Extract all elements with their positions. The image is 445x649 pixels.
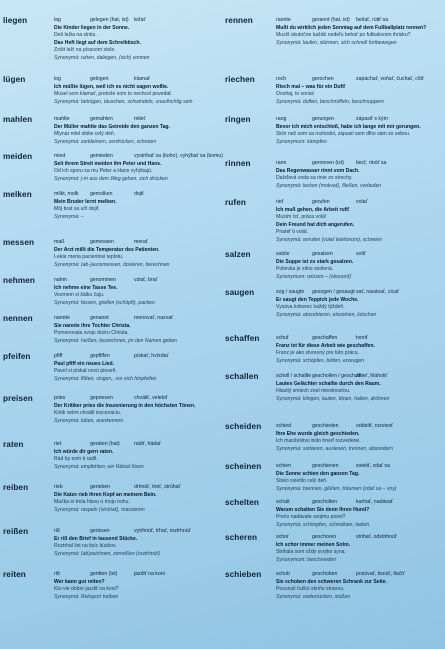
synonyms: Synonymum: kämpfen [276,138,327,145]
slovak-translation: Lekár meria pacientovi teplotu. [54,254,124,261]
verb-forms [276,534,441,542]
slovak-translation: Priateľ ti volal. [276,229,309,236]
participle: genommen [90,277,116,283]
german-example: Die Kinder liegen in der Sonne. [54,24,130,31]
translation: volať [356,199,368,205]
slovak-translation: Prečo nadávate svojmu psovi? [276,514,346,521]
verb-forms [54,528,219,536]
slovak-translation: Hlasitý smiech znel miestnosťou. [276,388,351,395]
preterite: rang [276,116,287,122]
preterite: mied [54,153,66,159]
translation: zápasiť s kým [356,116,388,122]
german-example: Der Kritiker pries die Inszenierung in den höchsten Tönen. [54,402,196,409]
slovak-translation: Strihala som vždy svojho syna. [276,549,346,556]
preterite: sog / saugte [276,289,305,295]
translation: klamať [134,76,150,82]
verb-forms [276,251,441,259]
entry-body [276,571,441,601]
german-example: Wer kann gut reiten? [54,578,105,585]
translation: soliť [356,251,366,257]
participle: gerannt (hat, ist) [312,17,350,23]
slovak-translation: Ich manželstvo bolo hneď rozvedené. [276,438,361,445]
verb-forms [276,160,441,168]
translation: tiecť, rinúť sa [356,160,387,166]
participle: geschollen / geschallt [312,373,362,379]
participle: geschoren [312,534,337,540]
verb-forms [54,191,219,199]
german-example: Bevor ich mich entschloß, habe ich lange mit mir gerungen. [276,123,421,130]
slovak-translation: Ovoňaj, to vonia! [276,91,315,98]
translation: posúvať, tisnúť, tlačiť [356,571,405,577]
headword: salzen [225,250,251,259]
slovak-translation: Kto vie dobre jazdiť na koni? [54,586,119,593]
translation: mlieť [134,116,146,122]
participle: geschoben [312,571,338,577]
participle: geschieden [312,423,339,429]
synonyms: Synonymum: würzen – (okoreniť) [276,273,352,280]
headword: messen [3,238,35,247]
verb-forms [54,484,219,492]
translation: vytrhnúť, trhať, roztrhnúť [134,528,191,534]
german-example: Mein Bruder lernt melken. [54,198,117,205]
entry-body [276,335,441,365]
preterite: riß [54,528,61,534]
german-example: Riech mal – was für ein Duft! [276,83,346,90]
preterite: schor [276,534,289,540]
german-example: Seit ihrem Streit meiden ihn Peter und Hans. [54,160,162,167]
entry-body [54,153,223,183]
preterite: mahlte [54,116,70,122]
headword: reißen [3,527,29,536]
slovak-translation: Pomenovala svoju dcéru Christa. [54,330,129,337]
headword: nennen [3,314,33,323]
german-example: Das Heft liegt auf dem Schreibtisch. [54,39,141,46]
headword: saugen [225,288,255,297]
verb-forms [276,499,441,507]
preterite: riet [54,441,62,447]
synonyms: Synonymá: weiterrücken, stoßen [276,593,351,600]
entry-body [54,395,219,425]
entry-body [54,116,219,146]
german-example: Franz ist für diese Arbeit wie geschaffen. [276,342,375,349]
participle: gelogen [90,76,109,82]
synonyms: Synonymá: anrufen (volať telefonom), schreien [276,236,382,243]
german-example: Die Sonne schien den ganzen Tag. [276,470,360,477]
german-example: Lautes Gelächter schallte durch den Raum. [276,380,381,387]
german-example: Dein Freund hat dich angerufen. [276,221,355,228]
headword: reiten [3,570,26,579]
entry-body [276,199,441,245]
preterite: roch [276,76,287,82]
slovak-translation: Vezmem si šálku čaju. [54,292,105,299]
entry-body [276,534,441,564]
slovak-translation: Polievka je silno osolená. [276,266,334,273]
headword: pfeifen [3,352,31,361]
headword: rinnen [225,159,251,168]
translation: znieť, hlaholiť [356,373,388,379]
synonyms: Synonymum: beschneiden [276,556,337,563]
preterite: scholl / schallte [276,373,312,379]
verb-forms [54,441,219,449]
entry-body [276,17,441,47]
synonyms: Synonymá: duften, beschnüffeln, beschnuppern [276,98,384,105]
german-example: Der Arzt mißt die Temperatur des Patienten. [54,246,160,253]
preterite: salzte [276,251,290,257]
german-example: Ich schor immer meinen Sohn. [276,541,351,548]
entry-body [54,191,219,221]
entry-body [276,423,441,453]
slovak-translation: Musíš skutočne každú nedeľu behať po futbalovom ihrisku? [276,32,411,39]
german-example: Er saugt den Teppich jede Woche. [276,296,359,303]
entry-body [276,116,441,146]
preterite: log [54,76,61,82]
entry-body [54,571,219,601]
headword: lügen [3,75,26,84]
slovak-translation: Musím ísť, práca volá! [276,214,327,221]
translation: ležať [134,17,146,23]
german-example: Warum schalten Sie denn Ihren Hund? [276,506,370,513]
entry-body [276,373,441,403]
verb-forms [54,277,219,285]
translation: radiť, hádať [134,441,161,447]
participle: geschienen [312,463,339,469]
synonyms: Synonymá: loben, anerkennen [54,417,124,424]
slovak-translation: Zošit leží na písacom stole. [54,47,116,54]
participle: gerieben [90,484,111,490]
headword: rennen [225,16,253,25]
verb-forms [276,335,441,343]
slovak-translation: Kritik velmi chválil inscenáciu. [54,410,122,417]
synonyms: Synonymá: klingen, lauten, tönen, hallen, dröhnen [276,395,390,402]
synonyms: Synonymá: fassen, greifen (schöpft), packen [54,299,155,306]
slovak-translation: Franz je ako stvorený pre túto prácu. [276,350,359,357]
german-example: Paul pfiff ein neues Lied. [54,360,115,367]
german-example: Mußt du wirklich jeden Sonntag auf dem Fußballplatz rennen? [276,24,427,31]
synonyms: Synonymá: lecken (mokvať), fließen, verlaufen [276,182,382,189]
preterite: schuf [276,335,289,341]
headword: meiden [3,152,33,161]
slovak-translation: Dažďová voda sa rinie zo strechy. [276,175,353,182]
translation: bežať, rútiť sa [356,17,389,23]
synonyms: Synonymá: Reitsport treiben [54,593,119,600]
headword: scheinen [225,462,262,471]
slovak-translation: Musel som klamať, pretože som to nechcel povedať. [54,91,173,98]
entry-body [54,484,219,514]
slovak-translation: Pavol si pískal novú pieseň. [54,368,117,375]
slovak-translation: Môj brat sa učí dojiť. [54,206,101,213]
synonyms: Synonymá: (ab)zeichnen, zerreißen (roztrhnúť) [54,550,160,557]
preterite: rieb [54,484,63,490]
participle: geritten (ist) [90,571,118,577]
verb-forms [54,76,219,84]
entry-body [54,239,219,269]
synonyms: Synonymá: ruhen, daliegen, (sich) sonnen [54,54,150,61]
preterite: nahm [54,277,67,283]
entry-body [276,499,441,529]
participle: gerochen [312,76,334,82]
entry-body [276,160,441,190]
synonyms: Synonymá: (ab-)aussmessen, dosieren, berechnen [54,261,170,268]
verb-forms [276,373,441,381]
synonyms: Synonymá: flöten, singen,, vor sich hinpfeifen [54,375,157,382]
synonyms: Synonymá: j-m aus dem Weg gehen, sich drücken [54,175,168,182]
synonyms: Synonymá: absorbieren, einziehen, lutschen [276,311,377,318]
entry-body [276,251,441,281]
german-example: Die Suppe ist zu stark gesalzen. [276,258,354,265]
synonyms: Synonymá: zerkleinern, zerdrücken, schroten [54,138,157,145]
participle: gescholten [312,499,338,505]
translation: chváliť, velebiť [134,395,168,401]
slovak-translation: Posunuli ťažkú skriňu stranou. [276,586,345,593]
headword: schallen [225,372,259,381]
synonyms: Synonymá: sortieren, auslesen, trennen, absondern [276,445,393,452]
translation: pískať, hvízdať [134,353,169,359]
verb-forms [54,239,219,247]
headword: raten [3,440,24,449]
entry-body [54,17,219,63]
german-example: Er riß den Brief in tausend Stücke. [54,535,138,542]
slovak-translation: Od ich sporu sa mu Peter a Hans vyhýbajú. [54,168,153,175]
slovak-translation: Deti ležia na slnku. [54,32,97,39]
preterite: schob [276,571,290,577]
participle: geschaffen [312,335,338,341]
participle: gemahlen [90,116,113,122]
preterite: nannte [54,315,70,321]
german-example: Ich müßte lügen, weil ich es nicht sagen wollte. [54,83,169,90]
synonyms: Synonymá: laufen, stürmen, sich schnell fortbewegen [276,39,397,46]
translation: merať [134,239,148,245]
german-example: Sie nannte ihre Tochter Christa. [54,322,131,329]
synonyms: Synonymá: heißen, bezeichnen, jm den Namen geben [54,337,177,344]
german-example: Sie schoben den schweren Schrank zur Seite. [276,578,387,585]
synonyms: Synonymá: raspeln (strúhať), massieren [54,506,145,513]
entry-body [54,315,219,345]
participle: gepfiffen [90,353,110,359]
preterite: rief [276,199,284,205]
headword: schaffen [225,334,260,343]
preterite: maß [54,239,65,245]
preterite: pfiff [54,353,63,359]
verb-forms [54,116,219,124]
translation: strihať, odstrihnúť [356,534,397,540]
entry-body [276,76,441,106]
preterite: schien [276,463,291,469]
participle: gemieden [90,153,113,159]
slovak-translation: Rád by som ti radil. [54,456,98,463]
verb-forms [276,463,441,471]
entry-body [54,528,219,558]
verb-forms [54,395,219,403]
german-example: Die Katze rieb ihren Kopf an meinem Bein. [54,491,157,498]
verb-forms [276,76,441,84]
participle: gesogen / gesaugt [312,289,355,295]
participle: gemessen [90,239,114,245]
german-example: Ihre Ehe wurde gleich geschieden. [276,430,360,437]
translation: drhnúť, trieť, strúhať [134,484,181,490]
verb-forms [276,571,441,579]
entry-body [276,289,441,319]
verb-forms [54,153,223,161]
participle: gepriesen [90,395,113,401]
verb-forms [54,17,219,25]
german-example: Ich nehme eine Tasse Tee. [54,284,118,291]
slovak-translation: Vysáva koberec každý týždeň. [276,304,345,311]
slovak-translation: Mačka si trela hlavu o moju nohu. [54,499,130,506]
translation: oddeliť, rozviesť [356,423,394,429]
german-example: Das Regenwasser rinnt vom Dach. [276,167,360,174]
entry-body [54,277,219,307]
translation: tvoriť [356,335,368,341]
translation: karhať, nadávať [356,499,393,505]
preterite: lag [54,17,61,23]
slovak-translation: Slnko svietilo celý deň. [276,478,328,485]
verb-forms [276,17,441,25]
translation: vystríhať sa (koho), vyhýbať sa (komu) [134,153,223,159]
headword: mahlen [3,115,33,124]
verb-forms [54,353,219,361]
headword: scheiden [225,422,262,431]
participle: gesalzen [312,251,333,257]
headword: nehmen [3,276,35,285]
preterite: schalt [276,499,290,505]
synonyms: Synonymá: schöpfen, bilden, erzeugen [276,357,365,364]
participle: geraten (hat) [90,441,120,447]
preterite: rann [276,160,287,166]
verb-forms [54,571,219,579]
headword: melken [3,190,32,199]
translation: menovať, nazvať [134,315,174,321]
preterite: rannte [276,17,291,23]
translation: svietiť, zdať sa [356,463,390,469]
headword: scheren [225,533,258,542]
headword: reiben [3,483,29,492]
entry-body [54,441,219,471]
entry-body [54,76,219,106]
headword: riechen [225,75,255,84]
verb-forms [276,199,441,207]
verb-forms [276,116,441,124]
headword: schelten [225,498,260,507]
translation: vziať, brať [134,277,158,283]
preterite: ritt [54,571,60,577]
preterite: pries [54,395,66,401]
participle: genannt [90,315,109,321]
participle: gemolken [90,191,113,197]
synonyms: Synonymá: empfehlen; ein Rätsel lösen [54,463,144,470]
preterite: schied [276,423,291,429]
synonyms: Synonymá: schimpfen, schmähen, tadeln [276,521,370,528]
headword: schieben [225,570,262,579]
participle: gerissen [90,528,110,534]
translation: jazdiť na koni [134,571,165,577]
translation: zapáchať, voňať, čuchať, cítiť [356,76,424,82]
verb-forms [54,315,219,323]
slovak-translation: Roztrhal list na tisíc kúskov. [54,543,117,550]
slovak-translation: Mlynár mlel obilie celý deň. [54,131,116,138]
participle: gelegen (hat, ist) [90,17,129,23]
german-example: Ich muß gehen, die Arbeit ruft! [276,206,350,213]
german-example: Der Müller mahlte das Getreide den ganzen Tag. [54,123,170,130]
headword: liegen [3,16,28,25]
synonyms: Synonymá: – [54,213,84,220]
headword: preisen [3,394,33,403]
verb-forms [276,423,441,431]
preterite: milkt, molk [54,191,79,197]
participle: geronnen (ist) [312,160,345,166]
translation: sať, nasávať, cicať [356,289,400,295]
synonyms: Synonymá: betrügen, täuschen, schwindeln, unaufrichtig sein [54,98,193,105]
verb-forms [276,289,441,297]
headword: ringen [225,115,251,124]
translation: dojiť [134,191,145,197]
participle: gerungen [312,116,334,122]
headword: rufen [225,198,246,207]
entry-body [276,463,441,493]
participle: gerufen [312,199,330,205]
german-example: Ich würde dir gern raten. [54,448,114,455]
entry-body [54,353,219,383]
synonyms: Synonymá: brennen, glühen, träumen (zdať sa – sny) [276,485,397,492]
slovak-translation: Skôr než som sa rozhodol, zápasil som dlho sám so sebou. [276,131,411,138]
